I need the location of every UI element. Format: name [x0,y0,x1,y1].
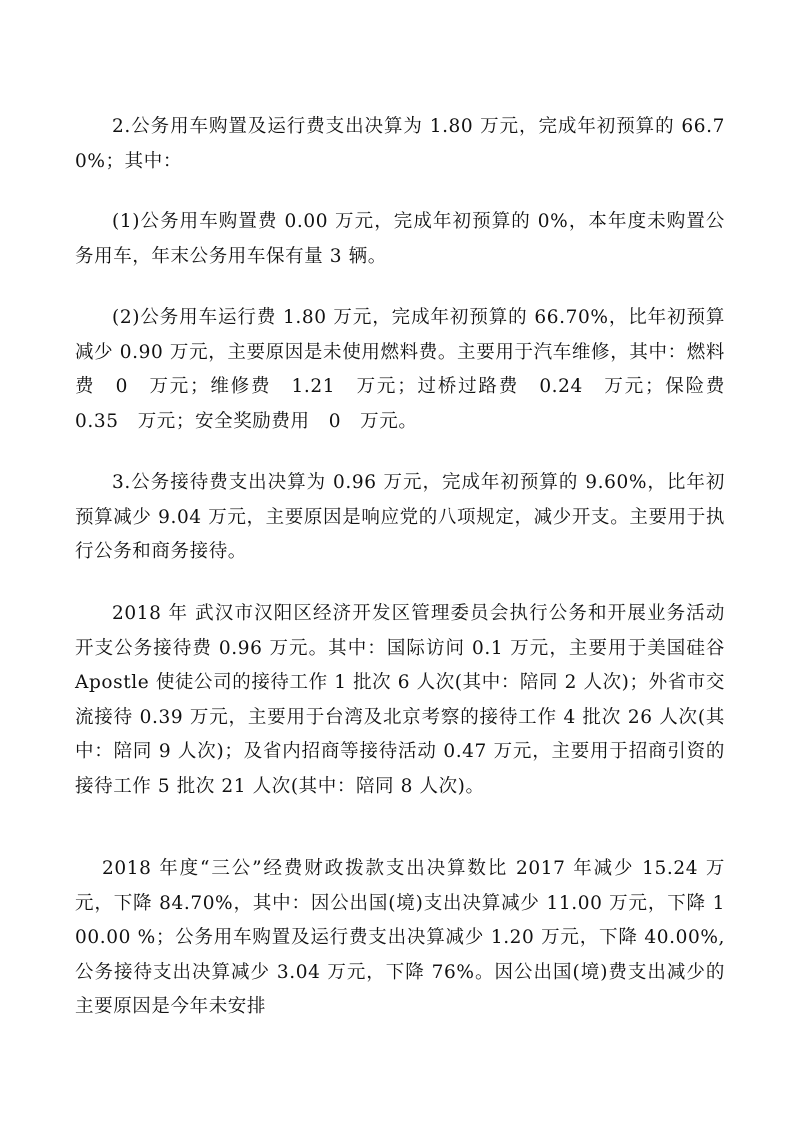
paragraph-vehicle-expenses: 2.公务用车购置及运行费支出决算为 1.80 万元，完成年初预算的 66.70%；其中： [75,116,725,172]
paragraph-three-public-comparison: 2018 年度“三公”经费财政拨款支出决算数比 2017 年减少 15.24 万元，下降 84.70%，其中：因公出国(境)支出决算减少 11.00 万元，下降 100.00 %；公务用车购置及运行费支出决算减少 1.20 万元，下降 40.00%,公务接待支出决算减少 3.04 万元，下降 76%。因公出国(境)费支出减少的主要原因是今年未安排 [75,858,725,1017]
paragraph-vehicle-operation: (2)公务用车运行费 1.80 万元，完成年初预算的 66.70%，比年初预算减少 0.90 万元，主要原因是未使用燃料费。主要用于汽车维修，其中：燃料费 0 万元；维修费 1.21 万元；过桥过路费 0.24 万元；保险费 0.35 万元；安全奖励费用 0 万元。 [75,307,745,432]
paragraph-reception-details: 2018 年 武汉市汉阳区经济开发区管理委员会执行公务和开展业务活动开支公务接待费 0.96 万元。其中：国际访问 0.1 万元，主要用于美国硅谷 Apostle 使徒公司的接待工作 1 批次 6 人次(其中：陪同 2 人次)；外省市交流接待 0.39 万元，主要用于台湾及北京考察的接待工作 4 批次 26 人次(其中：陪同 9 人次)；及省内招商等接待活动 0.47 万元，主要用于招商引资的接待工作 5 批次 21 人次(其中：陪同 8 人次)。 [75,603,725,797]
paragraph-reception-expenses: 3.公务接待费支出决算为 0.96 万元，完成年初预算的 9.60%，比年初预算减少 9.04 万元，主要原因是响应党的八项规定，减少开支。主要用于执行公务和商务接待。 [75,472,725,562]
paragraph-vehicle-purchase: (1)公务用车购置费 0.00 万元，完成年初预算的 0%，本年度未购置公务用车，年末公务用车保有量 3 辆。 [75,211,725,267]
